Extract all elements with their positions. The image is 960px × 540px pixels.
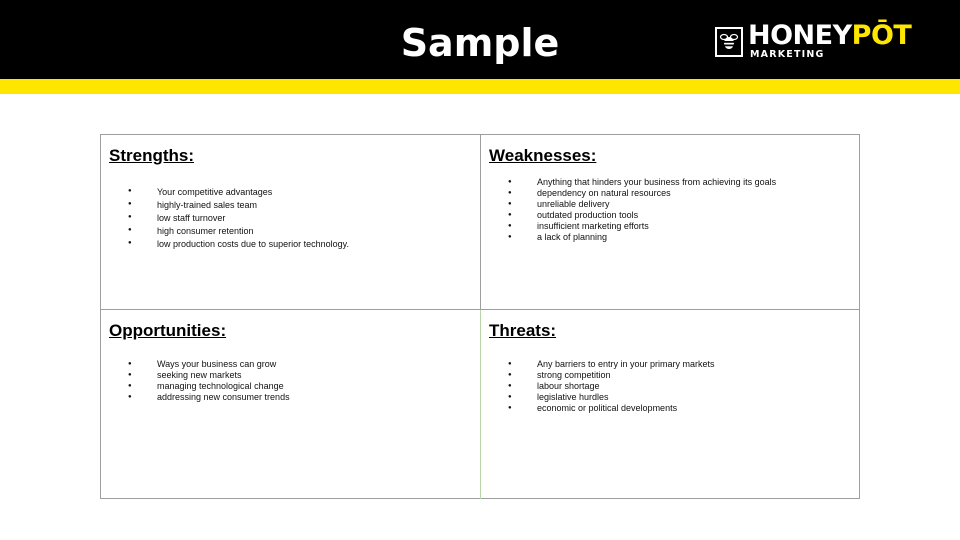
weaknesses-heading: Weaknesses: — [489, 146, 597, 165]
swot-grid — [100, 134, 860, 499]
threats-quadrant — [481, 310, 860, 499]
threats-heading: Threats: — [489, 321, 557, 340]
strengths-heading: Strengths: — [109, 146, 194, 165]
list-item: ● low production costs due to superior technology. — [109, 238, 472, 251]
list-item: ● Ways your business can grow — [109, 359, 472, 370]
opportunities-list — [109, 359, 472, 403]
opportunities-quadrant — [101, 310, 481, 499]
list-item: ● Any barriers to entry in your primary markets — [489, 359, 852, 370]
list-item: ● highly-trained sales team — [109, 199, 472, 212]
accent-stripe — [0, 79, 960, 94]
list-item: ● managing technological change — [109, 381, 472, 392]
list-item: ● unreliable delivery — [489, 199, 852, 210]
list-item: ● legislative hurdles — [489, 392, 852, 403]
strengths-quadrant — [101, 135, 481, 310]
honeypot-logo — [715, 20, 930, 60]
page-title: Sample — [400, 21, 560, 65]
list-item: ● insufficient marketing efforts — [489, 221, 852, 232]
logo-tagline: MARKETING — [750, 49, 825, 60]
list-item: ● labour shortage — [489, 381, 852, 392]
weaknesses-quadrant — [481, 135, 860, 310]
list-item: ● low staff turnover — [109, 212, 472, 225]
strengths-list — [109, 186, 472, 251]
list-item: ● addressing new consumer trends — [109, 392, 472, 403]
logo-wordmark: HONEYPŌT — [748, 20, 912, 51]
list-item: ● a lack of planning — [489, 232, 852, 243]
list-item: ● high consumer retention — [109, 225, 472, 238]
list-item: ● outdated production tools — [489, 210, 852, 221]
list-item: ● strong competition — [489, 370, 852, 381]
list-item: ● Your competitive advantages — [109, 186, 472, 199]
opportunities-heading: Opportunities: — [109, 321, 227, 340]
threats-list — [489, 359, 852, 414]
list-item: ● economic or political developments — [489, 403, 852, 414]
list-item: ● dependency on natural resources — [489, 188, 852, 199]
list-item: ● seeking new markets — [109, 370, 472, 381]
bee-icon — [715, 27, 743, 57]
weaknesses-list — [489, 177, 852, 243]
list-item: ● Anything that hinders your business from achieving its goals — [489, 177, 852, 188]
